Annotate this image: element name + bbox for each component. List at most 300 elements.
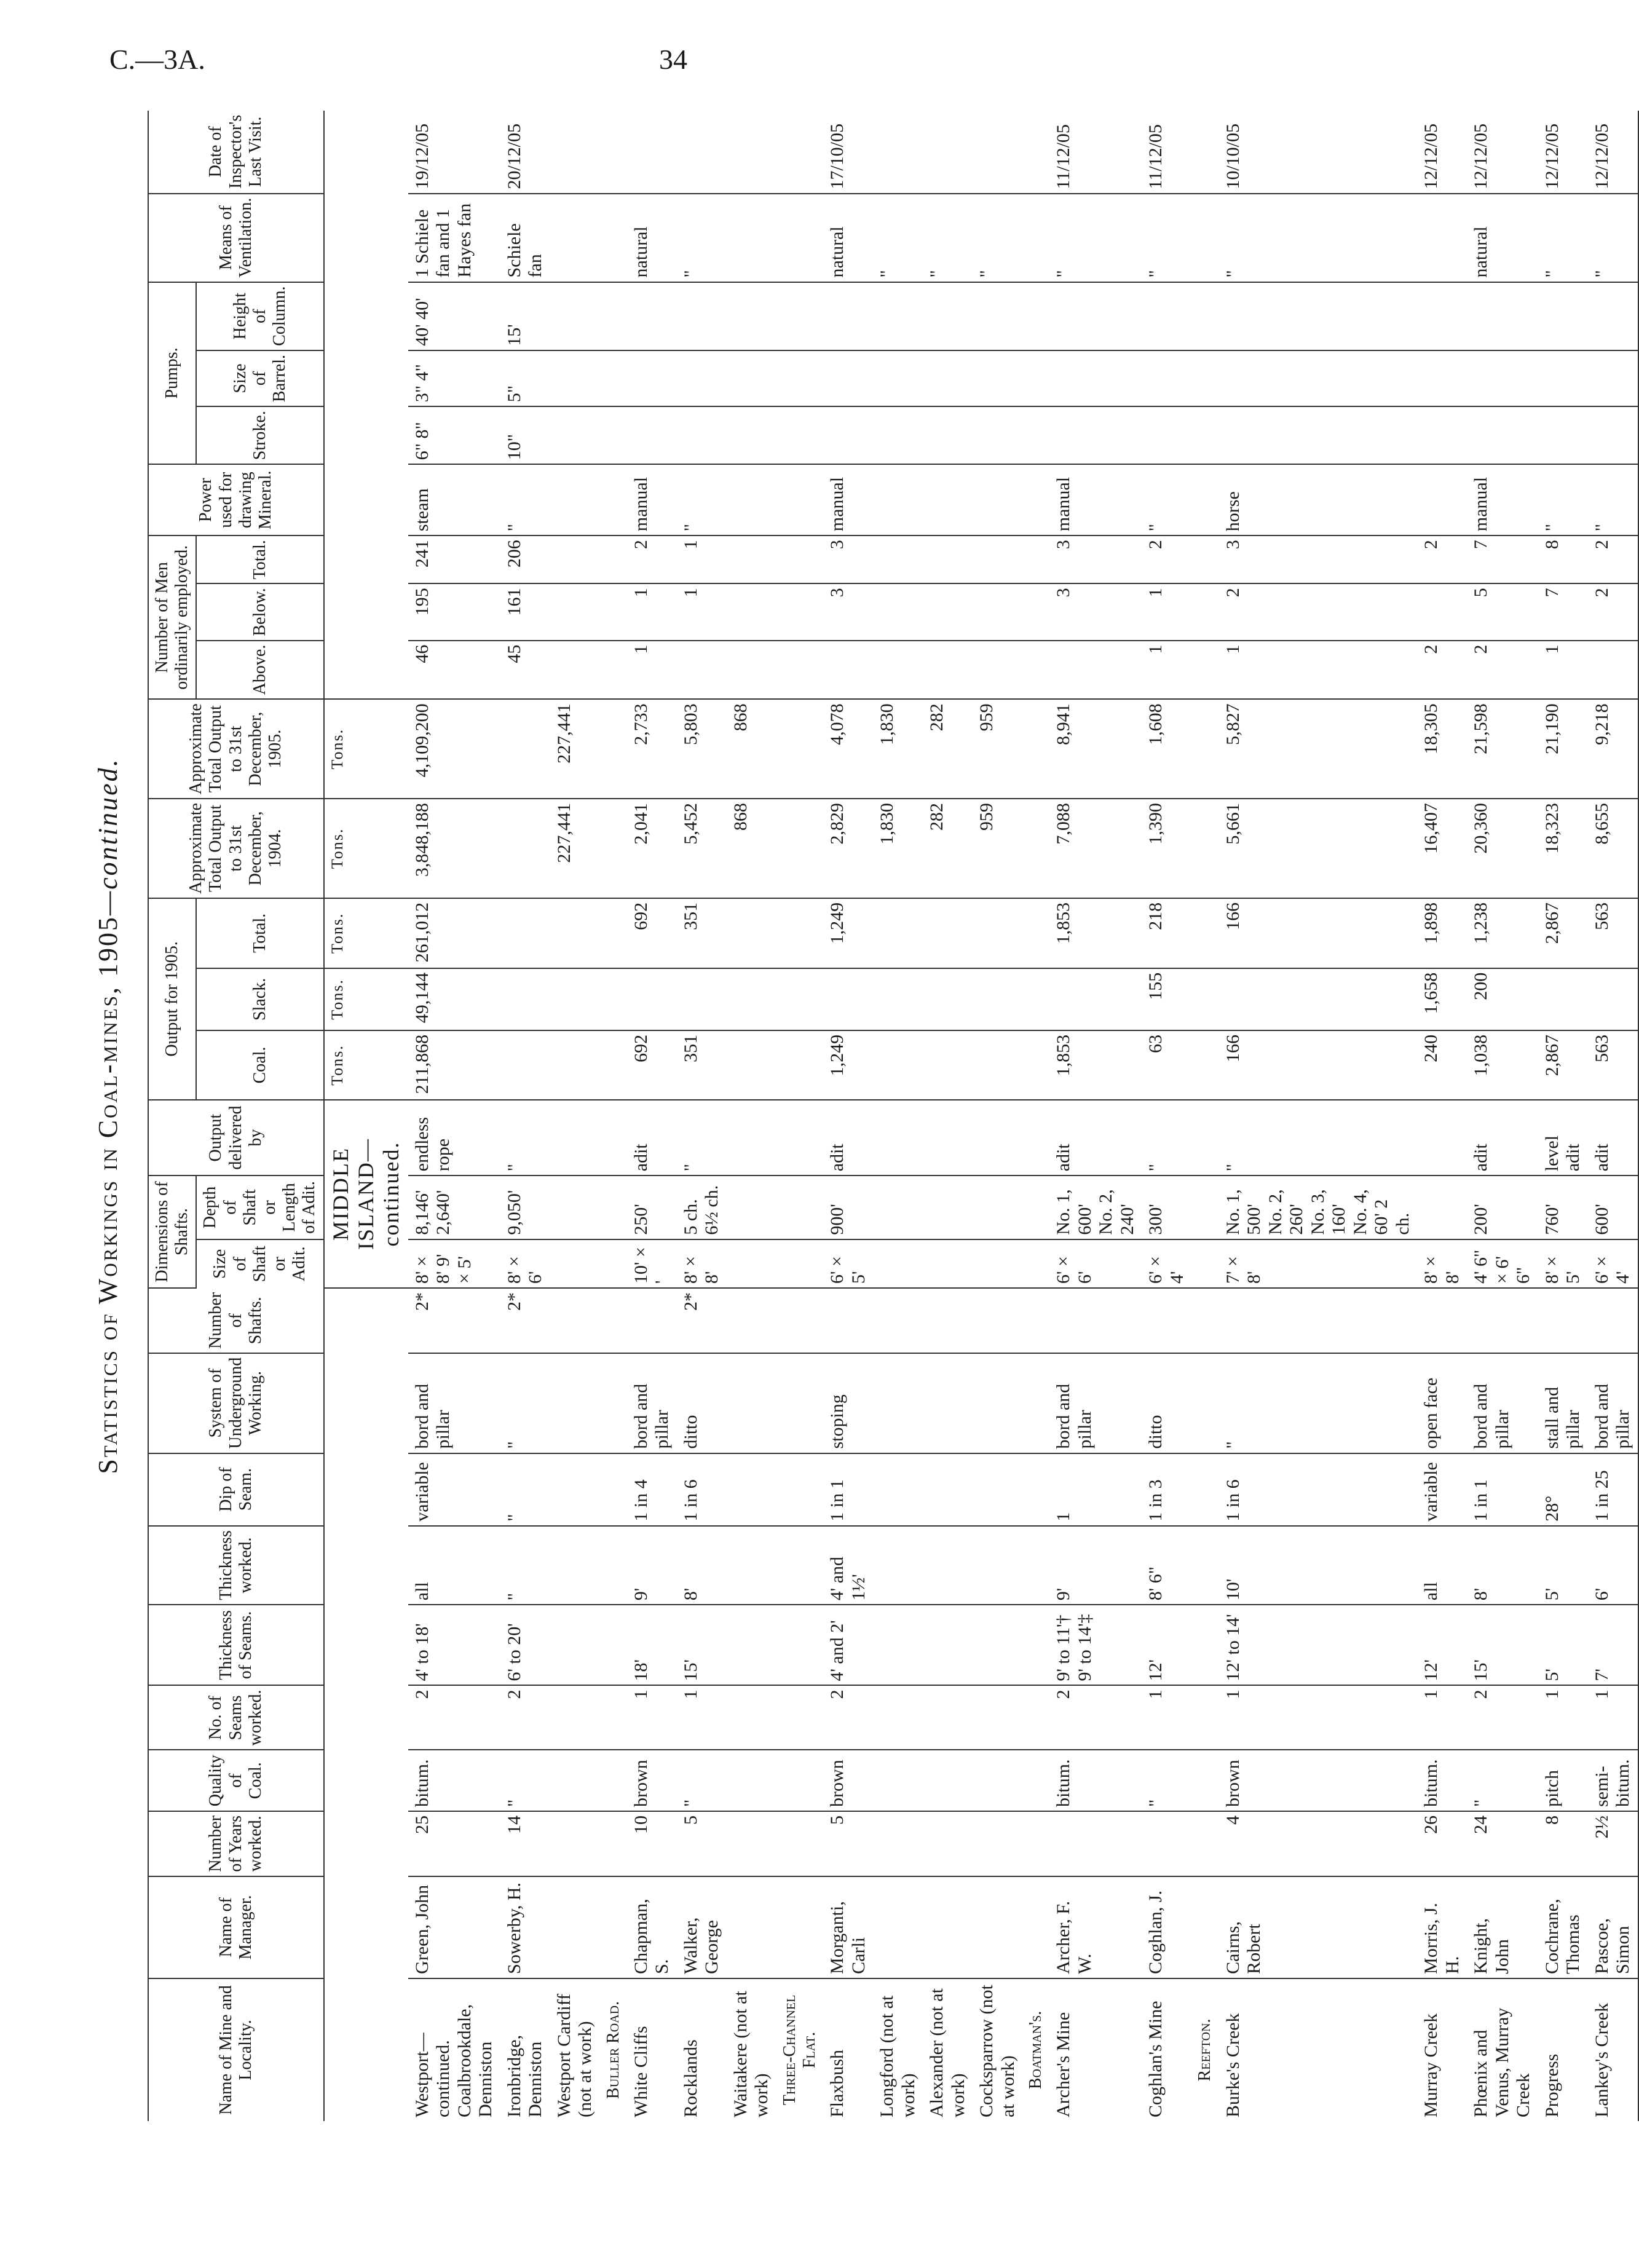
cell-dip: 1 in 25	[1588, 1453, 1638, 1526]
col-ventilation: Means of Ventilation.	[148, 194, 324, 282]
cell-total-1905: 21,598	[1467, 699, 1538, 799]
group-heading: Three-Channel Flat.	[780, 1994, 820, 2106]
cell-manager: Morganti, Carli	[823, 1876, 873, 1978]
cell-name: Longford (not at work)	[877, 1995, 918, 2117]
cell-quality: "	[677, 1750, 727, 1811]
document-reference: C.—3A.	[109, 44, 205, 75]
col-depth: Depth of Shaft or Length of Adit.	[196, 1175, 323, 1239]
cell-ventilation	[550, 194, 600, 282]
cell-power: manual	[823, 464, 873, 535]
cell-ventilation: "	[1219, 194, 1418, 282]
cell-total-1904: 959	[973, 799, 1022, 898]
cell-power	[1417, 464, 1467, 535]
cell-manager	[727, 1876, 776, 1978]
cell-column	[923, 282, 973, 350]
col-barrel: Size of Barrel.	[196, 350, 323, 406]
cell-column	[1538, 282, 1588, 350]
cell-size: 8' × 8'	[677, 1239, 727, 1288]
cell-total-1904: 868	[727, 799, 776, 898]
cell-column	[727, 282, 776, 350]
cell-stroke: 10"	[500, 406, 550, 464]
cell-total-1905: 868	[727, 699, 776, 799]
cell-worked: 10'	[1219, 1526, 1418, 1605]
cell-depth: 250'	[627, 1175, 677, 1239]
cell-men-total	[550, 535, 600, 583]
cell-dip: 1 in 4	[627, 1453, 677, 1526]
cell-thickness	[550, 1605, 600, 1685]
cell-system: open face	[1417, 1353, 1467, 1453]
cell-quality	[550, 1750, 600, 1811]
cell-slack: 200	[1467, 968, 1538, 1030]
cell-total-1904: 5,452	[677, 799, 727, 898]
cell-coal: 692	[627, 1030, 677, 1100]
cell-name: Archer's Mine	[1053, 2012, 1074, 2117]
cell-depth	[873, 1175, 923, 1239]
cell-stroke	[923, 406, 973, 464]
cell-stroke	[1538, 406, 1588, 464]
cell-system: bord and pillar	[1049, 1353, 1142, 1453]
cell-above	[873, 641, 923, 700]
cell-worked	[973, 1526, 1022, 1605]
cell-total-1905: 227,441	[550, 699, 600, 799]
cell-depth: 600'	[1588, 1175, 1638, 1239]
cell-seams: 1	[1142, 1685, 1191, 1750]
page-header	[0, 0, 1327, 98]
cell-slack	[923, 968, 973, 1030]
cell-power: manual	[627, 464, 677, 535]
cell-system: bord and pillar	[1467, 1353, 1538, 1453]
cell-shafts	[1588, 1288, 1638, 1353]
col-total-1905: Approximate Total Output to 31st December, 1905.	[148, 699, 324, 799]
cell-total-1904: 227,441	[550, 799, 600, 898]
cell-men-total: 2	[1588, 535, 1638, 583]
cell-slack	[677, 968, 727, 1030]
cell-shafts: 2*	[500, 1288, 550, 1353]
cell-manager: Morris, J. H.	[1417, 1876, 1467, 1978]
cell-name: Murray Creek	[1421, 2013, 1442, 2117]
cell-name: Flaxbush	[827, 2049, 848, 2117]
cell-slack	[550, 968, 600, 1030]
cell-manager	[923, 1876, 973, 1978]
cell-name: Lankey's Creek	[1588, 1978, 1638, 2121]
cell-date	[550, 111, 600, 194]
cell-thickness: 15'	[677, 1605, 727, 1685]
cell-above: 46	[408, 641, 500, 700]
cell-coal: 1,249	[823, 1030, 873, 1100]
cell-coal: 211,868	[408, 1030, 500, 1100]
cell-seams: 2	[823, 1685, 873, 1750]
cell-stroke	[1049, 406, 1142, 464]
cell-men-total	[873, 535, 923, 583]
cell-stroke	[727, 406, 776, 464]
cell-below: 5	[1467, 583, 1538, 640]
cell-slack	[823, 968, 873, 1030]
cell-years	[873, 1811, 923, 1876]
cell-depth: 900'	[823, 1175, 873, 1239]
cell-name: Ironbridge, Denniston	[504, 2034, 546, 2117]
cell-power	[727, 464, 776, 535]
cell-barrel	[973, 350, 1022, 406]
col-power: Power used for drawing Mineral.	[148, 464, 324, 535]
cell-column	[1467, 282, 1538, 350]
cell-depth: 8,146' 2,640'	[408, 1175, 500, 1239]
cell-output-total	[500, 898, 550, 968]
cell-size: 8' × 8' 9' × 5'	[408, 1239, 500, 1288]
cell-date	[873, 111, 923, 194]
cell-column	[677, 282, 727, 350]
cell-manager: Cairns, Robert	[1219, 1876, 1418, 1978]
cell-quality: semi-bitum.	[1588, 1750, 1638, 1811]
cell-above: 1	[1142, 641, 1191, 700]
cell-shafts: 2*	[677, 1288, 727, 1353]
cell-barrel	[627, 350, 677, 406]
table-row	[500, 111, 550, 2121]
cell-system	[923, 1353, 973, 1453]
cell-seams: 1	[1219, 1685, 1418, 1750]
cell-delivered: "	[500, 1100, 550, 1175]
col-thickness-worked: Thickness worked.	[148, 1526, 324, 1605]
cell-below: 3	[1049, 583, 1142, 640]
cell-thickness	[973, 1605, 1022, 1685]
cell-total-1905: 9,218	[1588, 699, 1638, 799]
cell-thickness	[923, 1605, 973, 1685]
cell-power: "	[500, 464, 550, 535]
cell-date: 12/12/05	[1417, 111, 1467, 194]
col-quality: Quality of Coal.	[148, 1750, 324, 1811]
table-row	[550, 111, 600, 2121]
table-row	[627, 111, 677, 2121]
cell-dip: 1 in 3	[1142, 1453, 1191, 1526]
cell-output-total: 1,853	[1049, 898, 1142, 968]
cell-date: 12/12/05	[1538, 111, 1588, 194]
cell-coal: 563	[1588, 1030, 1638, 1100]
cell-coal	[973, 1030, 1022, 1100]
cell-system: stoping	[823, 1353, 873, 1453]
cell-years: 25	[408, 1811, 500, 1876]
cell-power: horse	[1219, 464, 1418, 535]
cell-delivered	[973, 1100, 1022, 1175]
cell-output-total: 2,867	[1538, 898, 1588, 968]
cell-coal: 2,867	[1538, 1030, 1588, 1100]
table-title-continued: —continued.	[93, 757, 123, 916]
col-total-1904: Approximate Total Output to 31st December, 1904.	[148, 799, 324, 898]
cell-seams	[973, 1685, 1022, 1750]
cell-coal: 351	[677, 1030, 727, 1100]
cell-worked: 8'	[1467, 1526, 1538, 1605]
cell-barrel	[1219, 350, 1418, 406]
cell-above: 45	[500, 641, 550, 700]
cell-depth	[1417, 1175, 1467, 1239]
cell-manager: Sowerby, H.	[500, 1876, 550, 1978]
cell-above	[823, 641, 873, 700]
cell-worked: 4' and 1½'	[823, 1526, 873, 1605]
cell-output-total: 1,249	[823, 898, 873, 968]
cell-men-total: 2	[627, 535, 677, 583]
cell-years: 8	[1538, 1811, 1588, 1876]
cell-delivered	[727, 1100, 776, 1175]
cell-years: 4	[1219, 1811, 1418, 1876]
cell-system	[727, 1353, 776, 1453]
cell-seams: 2	[1467, 1685, 1538, 1750]
section-title: MIDDLE ISLAND—continued.	[324, 1100, 408, 1288]
col-below: Below.	[196, 583, 323, 640]
cell-delivered	[1417, 1100, 1467, 1175]
cell-total-1904: 3,848,188	[408, 799, 500, 898]
cell-men-total	[923, 535, 973, 583]
cell-ventilation: 1 Schiele fan and 1 Hayes fan	[408, 194, 500, 282]
cell-stroke	[550, 406, 600, 464]
cell-manager: Knight, John	[1467, 1876, 1538, 1978]
cell-barrel	[1049, 350, 1142, 406]
cell-quality: "	[500, 1750, 550, 1811]
cell-total-1905: 1,830	[873, 699, 923, 799]
cell-years: 10	[627, 1811, 677, 1876]
cell-above: 2	[1417, 641, 1467, 700]
cell-years	[1142, 1811, 1191, 1876]
cell-name: Progress	[1541, 2053, 1562, 2117]
cell-column	[1417, 282, 1467, 350]
cell-name: Westport Cardiff (not at work)	[553, 1993, 596, 2117]
cell-date: 19/12/05	[408, 111, 500, 194]
cell-coal: 63	[1142, 1030, 1191, 1100]
cell-name: Burke's Creek	[1222, 2013, 1243, 2117]
col-above: Above.	[196, 641, 323, 700]
cell-slack	[627, 968, 677, 1030]
cell-date: 12/12/05	[1588, 111, 1638, 194]
cell-total-1904: 7,088	[1049, 799, 1142, 898]
cell-worked: 6'	[1588, 1526, 1638, 1605]
cell-worked	[923, 1526, 973, 1605]
col-column: Height of Column.	[196, 282, 323, 350]
cell-total-1904: 5,661	[1219, 799, 1418, 898]
cell-coal: 1,853	[1049, 1030, 1142, 1100]
cell-slack	[1588, 968, 1638, 1030]
cell-years	[1049, 1811, 1142, 1876]
cell-delivered	[923, 1100, 973, 1175]
cell-shafts	[873, 1288, 923, 1353]
cell-total-1904: 8,655	[1588, 799, 1638, 898]
cell-output-total: 166	[1219, 898, 1418, 968]
cell-ventilation: "	[1538, 194, 1588, 282]
cell-seams: 1	[677, 1685, 727, 1750]
table-row	[1417, 111, 1467, 2121]
cell-total-1904: 1,830	[873, 799, 923, 898]
cell-men-total: 2	[1417, 535, 1467, 583]
cell-seams	[550, 1685, 600, 1750]
col-output: Output for 1905.	[148, 898, 196, 1100]
cell-worked: 8'	[677, 1526, 727, 1605]
cell-output-total: 563	[1588, 898, 1638, 968]
rotated-table-area	[92, 111, 1633, 2121]
cell-size	[550, 1239, 600, 1288]
table-row	[973, 111, 1022, 2121]
cell-above	[1049, 641, 1142, 700]
cell-output-total: 1,898	[1417, 898, 1467, 968]
cell-above	[727, 641, 776, 700]
cell-system: "	[500, 1353, 550, 1453]
cell-power: "	[1588, 464, 1638, 535]
cell-dip	[873, 1453, 923, 1526]
cell-name: Alexander (not at work)	[926, 1988, 968, 2117]
cell-depth: 760'	[1538, 1175, 1588, 1239]
cell-worked: 9'	[627, 1526, 677, 1605]
col-output-total: Total.	[196, 898, 323, 968]
cell-name: White Cliffs	[630, 2026, 651, 2117]
cell-name: Cocksparrow (not at work)	[976, 1985, 1018, 2117]
group-heading: Reefton.	[1195, 2018, 1215, 2082]
cell-quality	[973, 1750, 1022, 1811]
cell-total-1905: 959	[973, 699, 1022, 799]
cell-total-1905: 1,608	[1142, 699, 1191, 799]
table-title	[92, 111, 124, 2121]
cell-name: Phœnix and Venus, Murray Creek	[1471, 2007, 1534, 2117]
cell-men-total: 8	[1538, 535, 1588, 583]
col-name: Name of Mine and Locality.	[148, 1978, 324, 2121]
cell-seams: 1	[1538, 1685, 1588, 1750]
cell-system: ditto	[1142, 1353, 1191, 1453]
cell-thickness: 4' to 18'	[408, 1605, 500, 1685]
col-pumps: Pumps.	[148, 282, 196, 465]
cell-ventilation: "	[1049, 194, 1142, 282]
cell-years: 24	[1467, 1811, 1538, 1876]
cell-stroke	[1219, 406, 1418, 464]
cell-above: 1	[627, 641, 677, 700]
cell-output-total	[727, 898, 776, 968]
cell-coal: 1,038	[1467, 1030, 1538, 1100]
cell-slack	[1219, 968, 1418, 1030]
cell-barrel	[873, 350, 923, 406]
cell-system: bord and pillar	[408, 1353, 500, 1453]
cell-delivered: adit	[627, 1100, 677, 1175]
cell-delivered: adit	[1049, 1100, 1142, 1175]
cell-dip	[973, 1453, 1022, 1526]
cell-worked: 9'	[1049, 1526, 1142, 1605]
col-inspection-date: Date of Inspector's Last Visit.	[148, 111, 324, 194]
cell-dip: 1 in 6	[1219, 1453, 1418, 1526]
cell-stroke	[873, 406, 923, 464]
cell-slack	[500, 968, 550, 1030]
units-1904: Tons.	[324, 799, 408, 898]
cell-barrel: 3" 4"	[408, 350, 500, 406]
cell-delivered: "	[1219, 1100, 1418, 1175]
col-thickness-seams: Thickness of Seams.	[148, 1605, 324, 1685]
cell-ventilation: "	[873, 194, 923, 282]
cell-date: 20/12/05	[500, 111, 550, 194]
cell-above	[1588, 641, 1638, 700]
table-body	[324, 111, 1638, 2121]
cell-depth: 300'	[1142, 1175, 1191, 1239]
cell-coal	[550, 1030, 600, 1100]
units-1905: Tons.	[324, 699, 408, 799]
cell-slack	[873, 968, 923, 1030]
cell-column	[873, 282, 923, 350]
cell-ventilation: "	[973, 194, 1022, 282]
cell-men-total: 2	[1142, 535, 1191, 583]
cell-output-total: 692	[627, 898, 677, 968]
cell-size: 6' × 6'	[1049, 1239, 1142, 1288]
cell-quality: brown	[627, 1750, 677, 1811]
cell-total-1905: 5,803	[677, 699, 727, 799]
cell-total-1905: 18,305	[1417, 699, 1467, 799]
cell-barrel	[1142, 350, 1191, 406]
cell-size: 7' × 8'	[1219, 1239, 1418, 1288]
cell-slack	[1538, 968, 1588, 1030]
cell-delivered: adit	[1588, 1100, 1638, 1175]
table-row	[1219, 111, 1418, 2121]
cell-ventilation: "	[1142, 194, 1191, 282]
cell-worked	[727, 1526, 776, 1605]
cell-ventilation: "	[923, 194, 973, 282]
cell-manager: Archer, F. W.	[1049, 1876, 1142, 1978]
cell-power: steam	[408, 464, 500, 535]
cell-worked: all	[408, 1526, 500, 1605]
cell-men-total: 7	[1467, 535, 1538, 583]
cell-name: Rocklands	[680, 2039, 701, 2117]
cell-above	[550, 641, 600, 700]
cell-power: manual	[1049, 464, 1142, 535]
cell-below: 1	[1142, 583, 1191, 640]
cell-barrel	[550, 350, 600, 406]
coal-mine-statistics-table	[148, 111, 1639, 2121]
cell-power: manual	[1467, 464, 1538, 535]
cell-output-total	[873, 898, 923, 968]
cell-men-total: 206	[500, 535, 550, 583]
cell-name: Westport—continued. Coalbrookdale, Denniston	[411, 2004, 496, 2117]
cell-above: 1	[1538, 641, 1588, 700]
cell-power	[550, 464, 600, 535]
cell-total-1905: 4,109,200	[408, 699, 500, 799]
cell-seams: 1	[627, 1685, 677, 1750]
cell-total-1905: 5,827	[1219, 699, 1418, 799]
cell-manager: Coghlan, J.	[1142, 1876, 1191, 1978]
cell-manager: Chapman, S.	[627, 1876, 677, 1978]
cell-system: stall and pillar	[1538, 1353, 1588, 1453]
cell-size: 4' 6" × 6' 6"	[1467, 1239, 1538, 1288]
cell-above: 2	[1467, 641, 1538, 700]
cell-dip: 1 in 6	[677, 1453, 727, 1526]
cell-slack	[1049, 968, 1142, 1030]
cell-power	[873, 464, 923, 535]
col-dip: Dip of Seam.	[148, 1453, 324, 1526]
cell-total-1905: 8,941	[1049, 699, 1142, 799]
cell-shafts	[923, 1288, 973, 1353]
cell-shafts	[550, 1288, 600, 1353]
cell-years: 14	[500, 1811, 550, 1876]
cell-column	[973, 282, 1022, 350]
cell-total-1905	[500, 699, 550, 799]
table-row	[1049, 111, 1142, 2121]
cell-stroke	[677, 406, 727, 464]
cell-delivered: "	[677, 1100, 727, 1175]
cell-power: "	[1142, 464, 1191, 535]
cell-dip: variable	[1417, 1453, 1467, 1526]
cell-seams: 1	[1588, 1685, 1638, 1750]
cell-men-total: 241	[408, 535, 500, 583]
cell-depth	[923, 1175, 973, 1239]
col-manager: Name of Manager.	[148, 1876, 324, 1978]
units-total: Tons.	[324, 898, 408, 968]
cell-stroke	[1142, 406, 1191, 464]
cell-ventilation: natural	[627, 194, 677, 282]
cell-depth: 200'	[1467, 1175, 1538, 1239]
cell-shafts	[627, 1288, 677, 1353]
col-men-total: Total.	[196, 535, 323, 583]
cell-size	[923, 1239, 973, 1288]
cell-coal	[873, 1030, 923, 1100]
cell-total-1904: 282	[923, 799, 973, 898]
cell-delivered	[550, 1100, 600, 1175]
cell-thickness: 5'	[1538, 1605, 1588, 1685]
